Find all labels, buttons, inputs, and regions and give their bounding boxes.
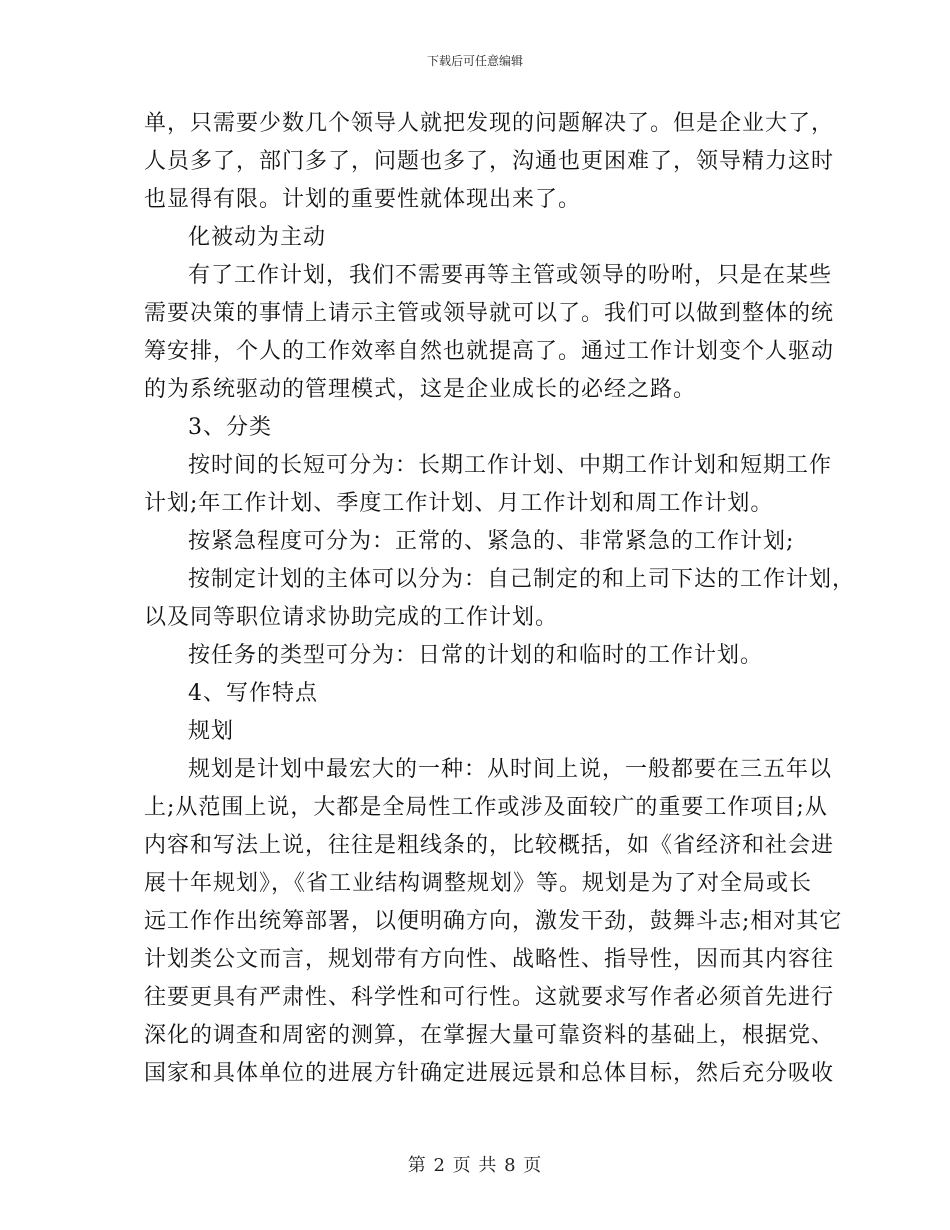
paragraph-line: 有了工作计划，我们不需要再等主管或领导的吩咐，只是在某些 [188,263,833,288]
page-header: 下载后可任意编辑 [426,54,523,68]
paragraph-line: 也显得有限。计划的重要性就体现出来了。 [144,187,582,212]
section-heading: 规划 [188,719,235,744]
paragraph-line: 以及同等职位请求协助完成的工作计划。 [144,605,559,630]
paragraph-line: 按时间的长短可分为：长期工作计划、中期工作计划和短期工作 [188,453,833,478]
paragraph-line: 筹安排，个人的工作效率自然也就提高了。通过工作计划变个人驱动 [144,339,835,364]
paragraph-line: 按制定计划的主体可以分为：自己制定的和上司下达的工作计划， [188,567,856,592]
paragraph-line: 单，只需要少数几个领导人就把发现的问题解决了。但是企业大了， [144,111,835,136]
paragraph-line: 展十年规划》，《省工业结构调整规划》等。规划是为了对全局或长 [144,871,813,896]
paragraph-line: 的为系统驱动的管理模式，这是企业成长的必经之路。 [144,377,697,402]
page-number-footer: 第 2 页 共 8 页 [407,1155,543,1176]
paragraph-line: 按任务的类型可分为：日常的计划的和临时的工作计划。 [188,643,764,668]
section-heading: 化被动为主动 [188,225,327,250]
paragraph-line: 需要决策的事情上请示主管或领导就可以了。我们可以做到整体的统 [144,301,835,326]
document-body [144,105,856,1093]
section-heading: 4、写作特点 [188,681,318,706]
paragraph-line: 上;从范围上说，大都是全局性工作或涉及面较广的重要工作项目;从 [144,795,828,820]
paragraph-line: 内容和写法上说，往往是粗线条的，比较概括，如《省经济和社会进 [144,833,835,858]
paragraph-line: 计划类公文而言，规划带有方向性、战略性、指导性，因而其内容往 [144,947,835,972]
paragraph-line: 远工作作出统筹部署，以便明确方向，激发干劲，鼓舞斗志;相对其它 [144,909,843,934]
paragraph-line: 按紧急程度可分为：正常的、紧急的、非常紧急的工作计划; [188,529,795,554]
paragraph-line: 计划;年工作计划、季度工作计划、月工作计划和周工作计划。 [144,491,774,516]
paragraph-line: 规划是计划中最宏大的一种：从时间上说，一般都要在三五年以 [188,757,833,782]
paragraph-line: 往要更具有严肃性、科学性和可行性。这就要求写作者必须首先进行 [144,985,835,1010]
paragraph-line: 国家和具体单位的进展方针确定进展远景和总体目标，然后充分吸收 [144,1061,835,1086]
paragraph-line: 深化的调查和周密的测算，在掌握大量可靠资料的基础上，根据党、 [144,1023,835,1048]
paragraph-line: 人员多了，部门多了，问题也多了，沟通也更困难了，领导精力这时 [144,149,835,174]
section-heading: 3、分类 [188,415,272,440]
